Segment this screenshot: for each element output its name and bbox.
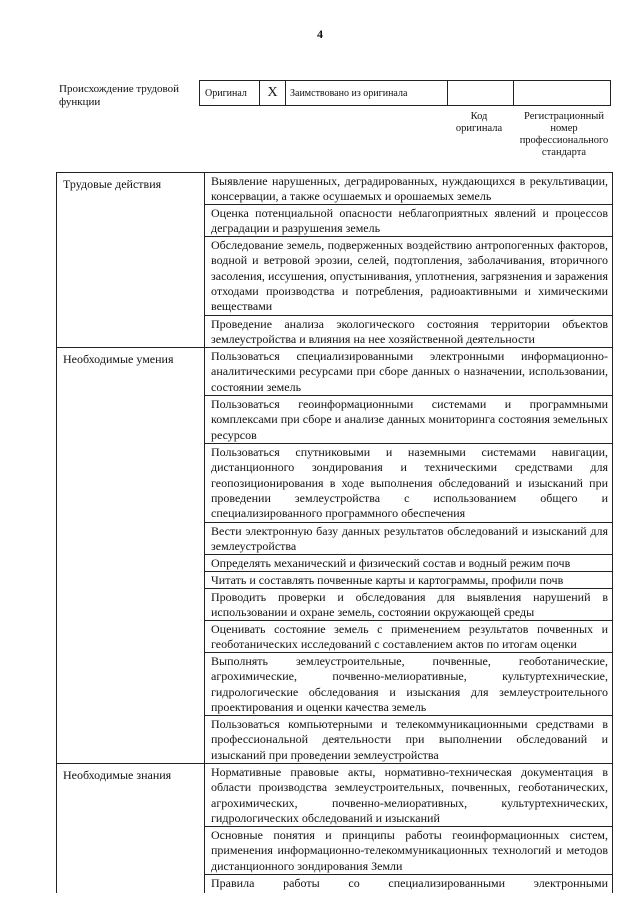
list-item: Оценка потенциальной опасности неблагоприятных явлений и процессов деградации и разрушения земель bbox=[205, 205, 612, 237]
list-item: Обследование земель, подверженных воздействию антропогенных факторов, водной и ветровой эрозии, селей, подтопления, заболачивания, вторичного засоления, иссушения, опустынивания, уплотнения, загрязнения и заражения отходами производства и потребления, радиоактивными и химическими веществами bbox=[205, 237, 612, 316]
list-item: Определять механический и физический состав и водный режим почв bbox=[205, 555, 612, 572]
section-title: Необходимые знания bbox=[57, 764, 205, 893]
original-mark: X bbox=[260, 81, 286, 105]
original-cell: Оригинал bbox=[200, 81, 260, 105]
origin-label: Происхождение трудовой функции bbox=[59, 83, 180, 108]
reg-number-cell bbox=[514, 81, 610, 105]
section-labor-actions bbox=[57, 173, 612, 348]
page-number: 4 bbox=[317, 27, 323, 41]
list-item: Выявление нарушенных, деградированных, нуждающихся в рекультивации, консервации, а также осушаемых и орошаемых земель bbox=[205, 173, 612, 205]
section-title: Трудовые действия bbox=[57, 173, 205, 347]
code-cell bbox=[448, 81, 514, 105]
reg-caption: Регистрационный номер профессионального стандарта bbox=[519, 111, 609, 158]
borrowed-cell: Заимствовано из оригинала bbox=[286, 81, 448, 105]
list-item: Выполнять землеустроительные, почвенные, геоботанические, агрохимические, почвенно-мелиоративные, культуртехнические, гидрологические обследования и изыскания для землеустроительного проектирования и оценки качества земель bbox=[205, 653, 612, 716]
list-item: Пользоваться компьютерными и телекоммуникационными средствами в профессиональной деятельности при выполнении обследований и изысканий при проведении землеустройства bbox=[211, 717, 608, 762]
list-item: Основные понятия и принципы работы геоинформационных систем, применения информационно-телекоммуникационных технологий и методов дистанционного зондирования Земли bbox=[205, 827, 612, 875]
list-item: Пользоваться спутниковыми и наземными системами навигации, дистанционного зондирования и техническими средствами для геопозиционирования в ходе выполнения обследований и изысканий при проведении землеустройства с использованием общего и специализированного программного обеспечения bbox=[205, 444, 612, 523]
list-item: Пользоваться специализированными электронными информационно-аналитическими ресурсами при сборе данных о назначении, использовании, состоянии земель bbox=[205, 348, 612, 396]
code-caption: Код оригинала bbox=[455, 111, 503, 134]
section-required-skills bbox=[57, 348, 612, 764]
section-required-knowledge bbox=[57, 764, 612, 893]
list-item: Проведение анализа экологического состояния территории объектов землеустройства и влияния на нее хозяйственной деятельности bbox=[211, 317, 608, 347]
list-item: Пользоваться геоинформационными системами и программными комплексами при сборе и анализе данных мониторинга состояния земельных ресурсов bbox=[205, 396, 612, 444]
list-item: Правила работы со специализированными электронными bbox=[211, 876, 608, 890]
list-item: Проводить проверки и обследования для выявления нарушений в использовании и охране земель, состоянии окружающей среды bbox=[205, 589, 612, 621]
list-item: Вести электронную базу данных результатов обследований и изысканий для землеустройства bbox=[205, 523, 612, 555]
list-item: Нормативные правовые акты, нормативно-техническая документация в области производства землеустроительных, почвенных, геоботанических, агрохимических, почвенно-мелиоративных, культуртехнических, гидрологических обследований и изысканий bbox=[205, 764, 612, 827]
section-title: Необходимые умения bbox=[57, 348, 205, 763]
list-item: Читать и составлять почвенные карты и картограммы, профили почв bbox=[205, 572, 612, 589]
list-item: Оценивать состояние земель с применением результатов почвенных и геоботанических исследований с составлением актов по итогам оценки bbox=[205, 621, 612, 653]
function-table bbox=[56, 172, 613, 893]
origin-table bbox=[199, 80, 611, 106]
